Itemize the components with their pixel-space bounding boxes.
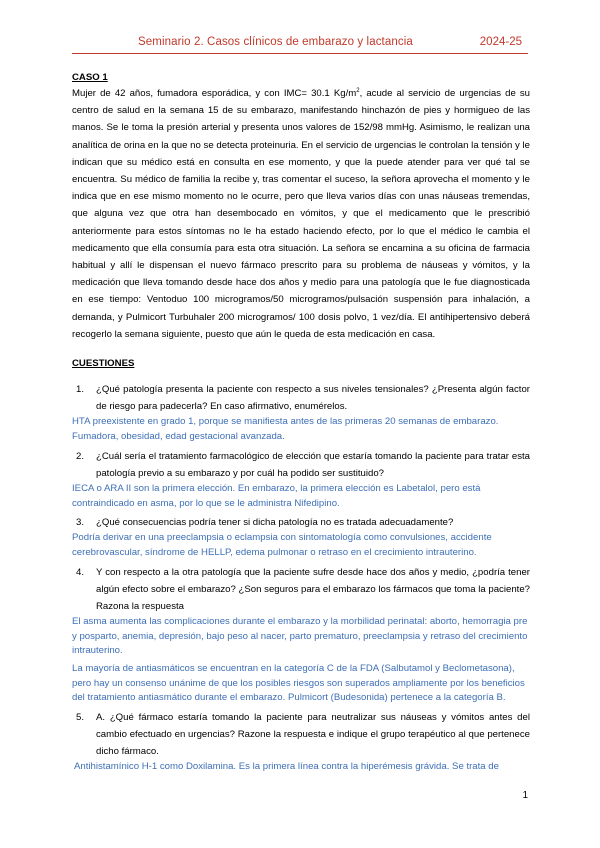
- question-number: 1.: [76, 384, 85, 396]
- question-number: 5.: [76, 711, 85, 723]
- case-body-rest: , acude al servicio de urgencias de su centro de salud en la semana 15 de su embarazo, manifestando hinchazón de pies y hormigueo de las manos. Se le toma la presión arterial y presenta unos valores de 152/98 mmHg. Asimismo, le realizan una analítica de orina en la que no se detecta proteinuria. En el servicio de urgencias le controlan la tensión y le indican que su médico está en consulta en ese momento, y que la puede atender para ver qué tal se encuentra. Su médico de familia la recibe y, tras comentar el suceso, la señora aprovecha el momento y le indica que en ese mismo momento no le ocurre, pero que lleva varios días con unas náuseas tremendas, que alguna vez que otra han desembocado en vómitos, y que el medicamento que le prescribió anteriormente para estos síntomas no le ha estado haciendo efecto, por lo que el médico le cambia el medicamento que ella consumía para esta otra situación. La señora se encamina a su oficina de farmacia habitual y allí le dispensan el nuevo fármaco prescrito para su problema de náuseas y vómitos, y la medicación que lleva tomando desde hace dos años y medio para una patología que le fue diagnosticada en ese tiempo: Ventoduo 100 microgramos/50 microgramos/pulsación suspensión para inhalación, a demanda, y Pulmicort Turbuhaler 200 microgramos/ 100 dosis polvo, 1 vez/día. El antihipertensivo deberá recogerlo la semana siguiente, puesto que aún le queda de esta medicación en casa.: [72, 88, 530, 340]
- page-number: 1: [522, 790, 528, 801]
- question-4: [72, 564, 530, 616]
- answer-3: Podría derivar en una preeclampsia o eclampsia con sintomatología como convulsiones, accidente cerebrovascular, síndrome de HELLP, edema pulmonar o retraso en el crecimiento intrauterino.: [72, 532, 492, 559]
- question-text: ¿Qué patología presenta la paciente con respecto a sus niveles tensionales? ¿Presenta algún factor de riesgo para padecerla? En caso afirmativo, enumérelos.: [96, 384, 530, 413]
- case-title: CASO 1: [72, 72, 108, 83]
- question-number: 3.: [76, 517, 85, 529]
- page-header: [72, 33, 528, 54]
- question-text: ¿Qué consecuencias podría tener si dicha patología no es tratada adecuadamente?: [96, 517, 454, 529]
- question-3: [72, 514, 530, 531]
- header-title: Seminario 2. Casos clínicos de embarazo y lactancia: [138, 36, 413, 48]
- answer-2: IECA o ARA II son la primera elección. En embarazo, la primera elección es Labetalol, pero está contraindicado en asma, por lo que se le administra Nifedipino.: [72, 483, 481, 509]
- document-content: [72, 71, 530, 778]
- questions-title: CUESTIONES: [72, 358, 135, 370]
- answer-5: Antihistamínico H-1 como Doxilamina. Es la primera línea contra la hiperémesis grávida. Se trata de: [74, 761, 499, 773]
- question-text: Y con respecto a la otra patología que la paciente sufre desde hace dos años y medio, ¿podría tener algún efecto sobre el embarazo? ¿Son seguros para el embarazo los fármacos que toma la paciente? Razona la respuesta: [96, 566, 530, 613]
- case-body-sup: 2: [356, 87, 360, 94]
- question-text: A. ¿Qué fármaco estaría tomando la paciente para neutralizar sus náuseas y vómitos antes del cambio efectuado en urgencias? Razone la respuesta e indique el grupo terapéutico al que pertenece dicho fármaco.: [96, 711, 530, 758]
- question-2: [72, 448, 530, 482]
- question-text: ¿Cuál sería el tratamiento farmacológico de elección que estaría tomando la paciente para tratar esta patología previo a su embarazo y por cuál ha podido ser sustituido?: [96, 450, 530, 479]
- question-number: 2.: [76, 450, 85, 462]
- case-body-prefix: Mujer de 42 años, fumadora esporádica, y con IMC= 30.1 Kg/m: [72, 88, 357, 99]
- answer-1: HTA preexistente en grado 1, porque se manifiesta antes de las primeras 20 semanas de embarazo. Fumadora, obesidad, edad gestacional avanzada.: [72, 416, 499, 443]
- answer-4b: La mayoría de antiasmáticos se encuentran en la categoría C de la FDA (Salbutamol y Beclometasona), pero hay un consenso unánime de que los posibles riesgos son superados ampliamente por los beneficios del tratamiento antiasmático durante el embarazo. Pulmicort (Budesonida) pertenece a la categoría B.: [72, 663, 525, 704]
- answer-4a: El asma aumenta las complicaciones durante el embarazo y la morbilidad perinatal: aborto, hemorragia pre y posparto, anemia, depresión, bajo peso al nacer, parto prematuro, preeclampsia y retraso del crecimiento intrauterino.: [72, 616, 528, 657]
- header-year: 2024-25: [479, 36, 522, 48]
- question-5: [72, 709, 530, 761]
- question-1: [72, 381, 530, 415]
- case-body: [72, 85, 530, 343]
- question-number: 4.: [76, 566, 85, 578]
